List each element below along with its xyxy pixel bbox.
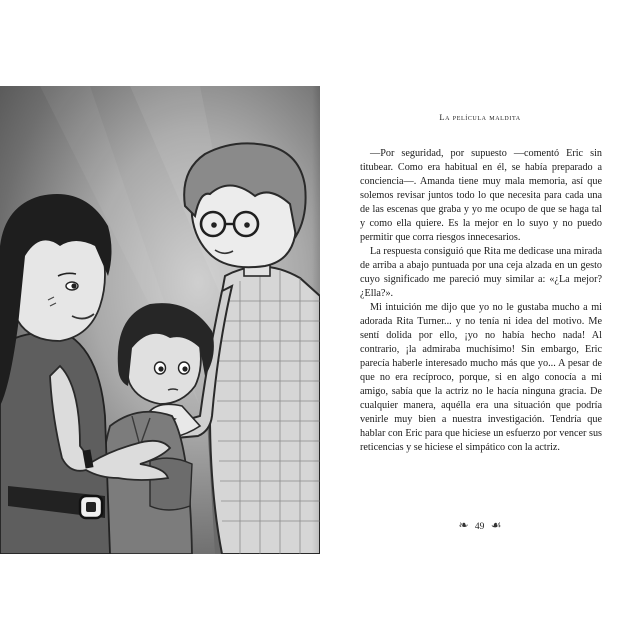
right-ornament-icon: ☙: [490, 518, 502, 532]
paragraph: La respuesta consiguió que Rita me dedicase una mirada de arriba a abajo puntuada por una ceja alzada en un gesto cuyo significado me pareció muy similar a: «¿La mejor? ¿Ella?».: [360, 246, 602, 299]
left-ornament-icon: ❧: [458, 518, 469, 532]
body-text: [360, 147, 602, 455]
running-head-title: La película maldita: [439, 112, 521, 122]
book-spread: [0, 86, 640, 554]
page-footer: [320, 518, 640, 533]
paragraph: Mi intuición me dijo que yo no le gustaba mucho a mi adorada Rita Turner... y no tenía ni idea del motivo. Me sentí dolida por ello, ¡yo no había hecho nada! Al contrario, ¡la admiraba muchísimo! Sin embargo, Eric parecía haberle interesado mucho más que yo... A pesar de que no era recíproco, porque, si en algo conocía a mi amigo, sabía que la actriz no le hacía ninguna gracia. De cualquier manera, aquélla era una situación que podría venirle muy bien a nuestra investigación. Tendría que hablar con Eric para que hiciese un esfuerzo por vencer sus reticencias y se hiciese el simpático con la actriz.: [360, 302, 602, 453]
illustration-page: [0, 86, 320, 554]
page-number: 49: [474, 522, 485, 532]
illustration: [0, 86, 320, 554]
text-page: [320, 86, 640, 554]
running-head: [320, 112, 640, 122]
paragraph: —Por seguridad, por supuesto —comentó Eric sin titubear. Como era habitual en él, se había preparado a conciencia—. Amanda tiene muy mala memoria, así que solemos revisar juntos todo lo que necesita para cada una de las escenas que graba y yo me ocupo de que se haga tal y como ella quiere. Es la mejor en lo suyo y no puedo permitir que corra riesgos innecesarios.: [360, 148, 602, 243]
